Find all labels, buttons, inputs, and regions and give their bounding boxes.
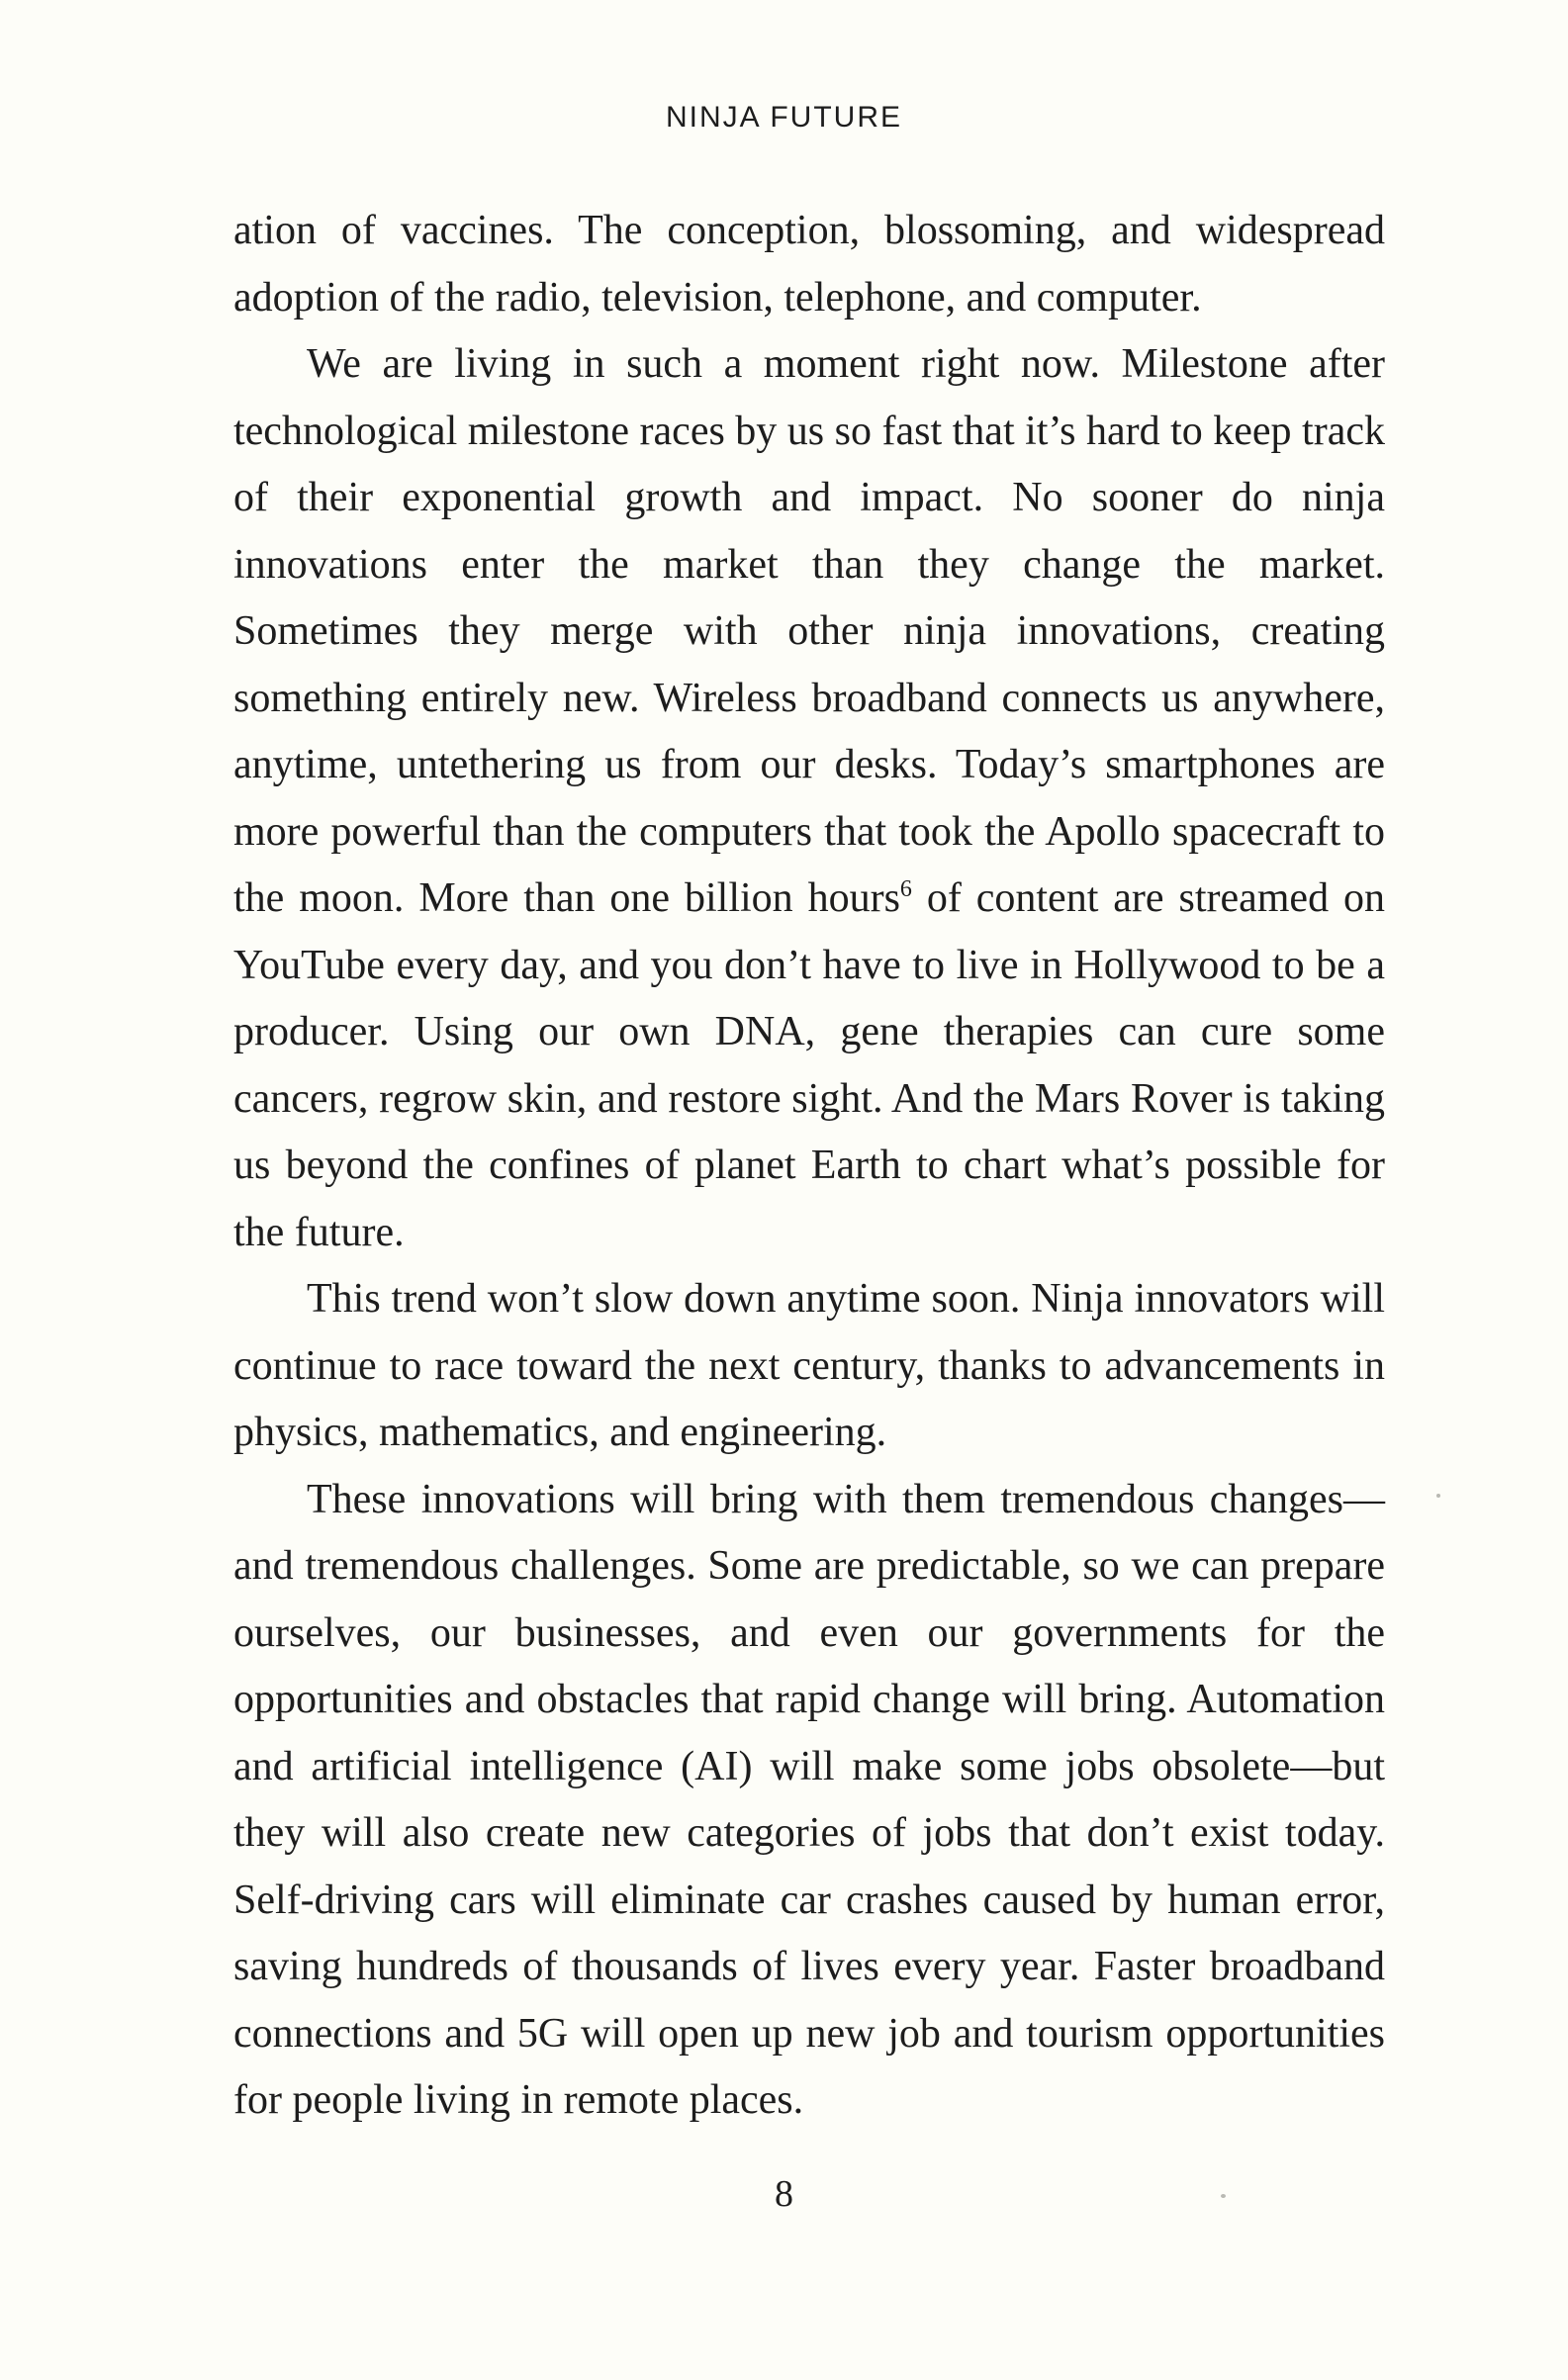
paragraph-innovations: These innovations will bring with them tremendous changes—and tremendous challenges. Some are predictable, so we can prepare ourselves, our businesses, and even our governments for the opportunities and obstacles that rapid change will bring. Automation and artificial intelligence (AI) will make some jobs obsolete—but they will also create new categories of jobs that don’t exist today. Self-driving cars will eliminate car crashes caused by human error, saving hundreds of thousands of lives every year. Faster broadband connections and 5G will open up new job and tourism opportunities for people living in remote places. (233, 1476, 1385, 2123)
paragraph-living-in-moment (233, 331, 1385, 1266)
body-text (233, 198, 1385, 2135)
footnote-reference[interactable]: 6 (899, 876, 912, 902)
paper-speck (1221, 2194, 1226, 2198)
paper-speck (1436, 1494, 1440, 1498)
paragraph-text-before-note: We are living in such a moment right now. Milestone after technological milestone races by us so fast that it’s hard to keep track of their exponential growth and impact. No sooner do ninja innovations enter the market than they change the market. Sometimes they merge with other ninja innovations, creating something entirely new. Wireless broadband connects us anywhere, anytime, untethering us from our desks. Today’s smartphones are more powerful than the computers that took the Apollo spacecraft to the moon. More than one billion hours (233, 341, 1385, 921)
paragraph-text-after-note: of content are streamed on YouTube every day, and you don’t have to live in Hollywood to be a producer. Using our own DNA, gene therapies can cure some cancers, regrow skin, and restore sight. And the Mars Rover is taking us beyond the confines of planet Earth to chart what’s possible for the future. (233, 875, 1385, 1255)
paragraph-continued: ation of vaccines. The conception, blossoming, and widespread adoption of the radio, television, telephone, and computer. (233, 208, 1385, 320)
page-number: 8 (775, 2173, 793, 2215)
paragraph-trend: This trend won’t slow down anytime soon. Ninja innovators will continue to race toward the next century, thanks to advancements in physics, mathematics, and engineering. (233, 1276, 1385, 1455)
running-head: NINJA FUTURE (665, 101, 902, 134)
